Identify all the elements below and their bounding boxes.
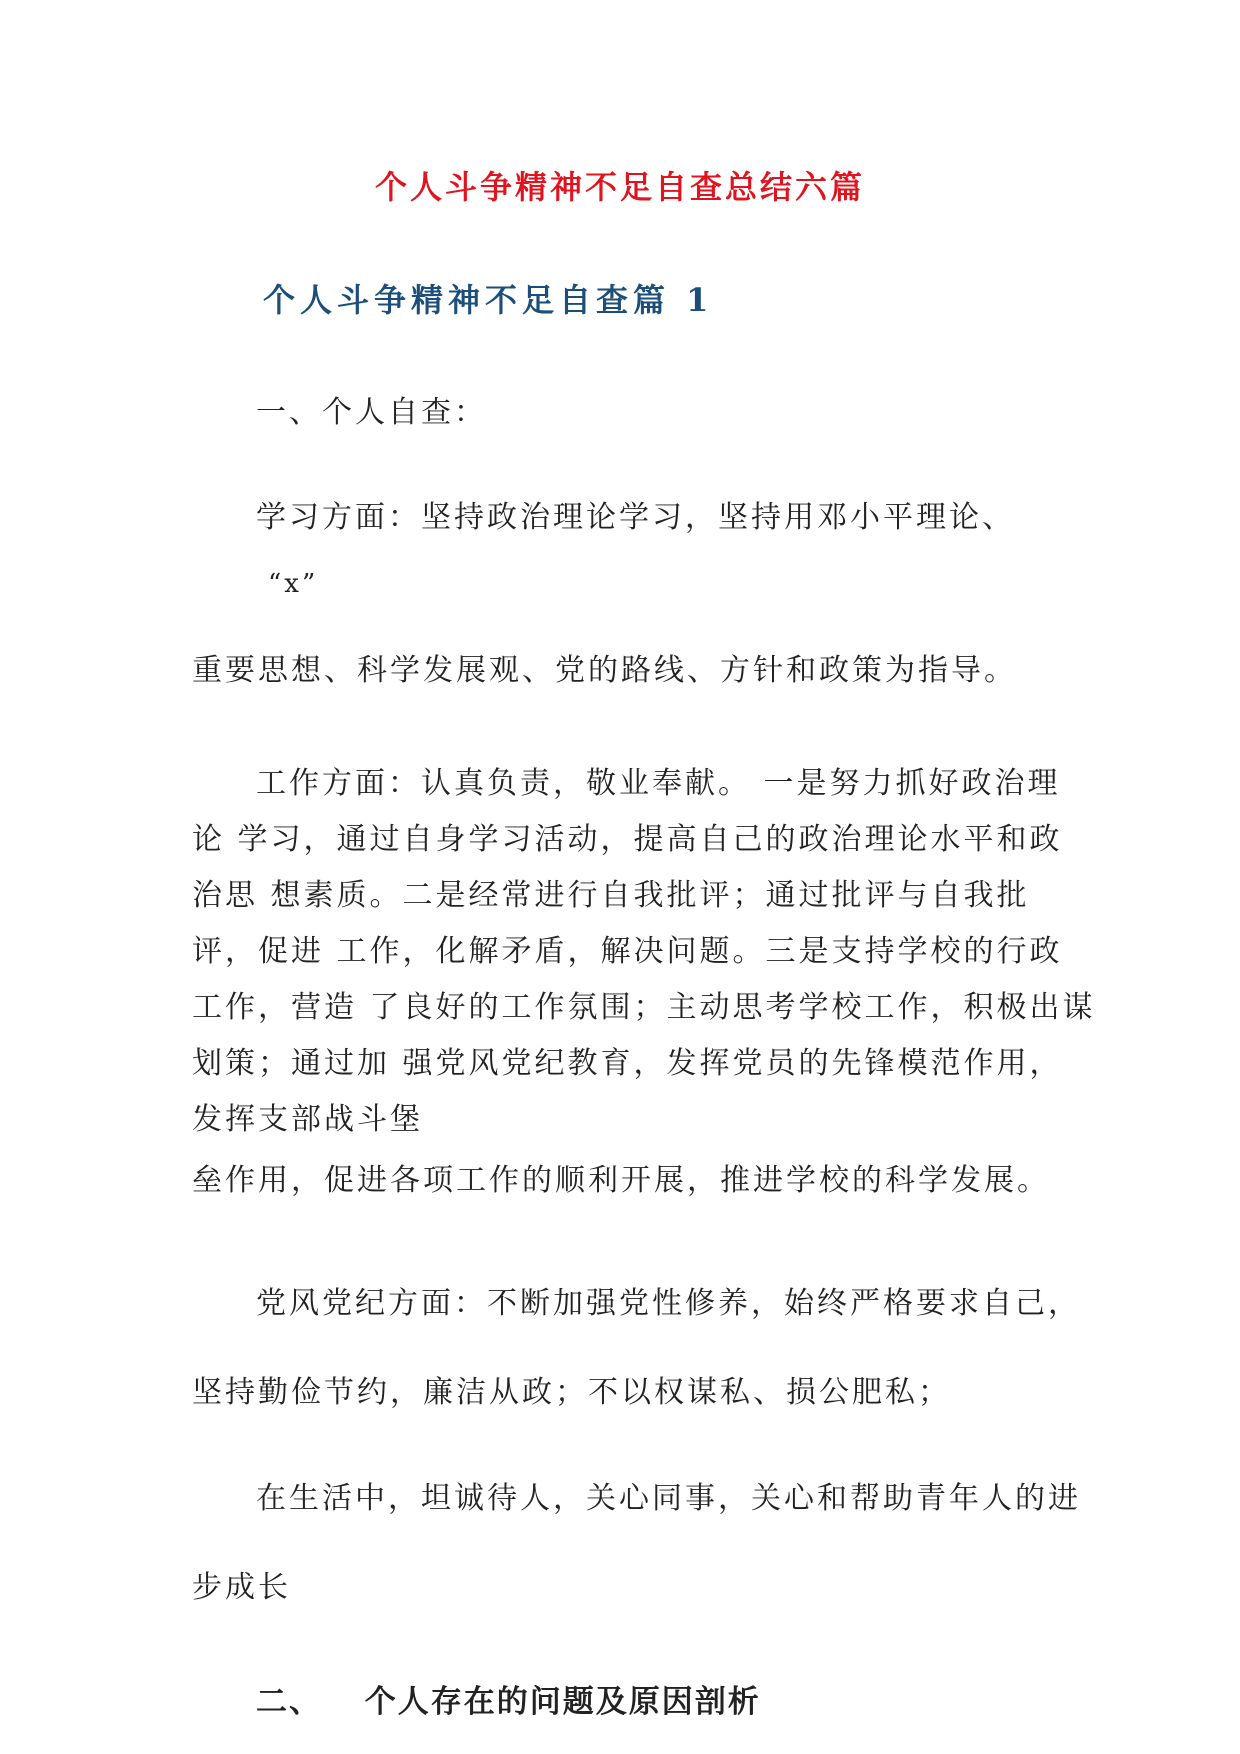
section-title: 个人斗争精神不足自查篇 1 bbox=[263, 281, 714, 319]
work-row: 划策；通过加 强党风党纪教育，发挥党员的先锋模范作用， bbox=[192, 1046, 1063, 1081]
work-row: 评，促进 工作，化解矛盾，解决问题。三是支持学校的行政 bbox=[192, 934, 1063, 969]
discipline-line-2: 坚持勤俭节约，廉洁从政；不以权谋私、损公肥私； bbox=[192, 1375, 951, 1410]
document-title: 个人斗争精神不足自查总结六篇 bbox=[374, 168, 865, 206]
discipline-line-1: 党风党纪方面：不断加强党性修养，始终严格要求自己， bbox=[256, 1286, 1081, 1321]
heading-text: 个人存在的问题及原因剖析 bbox=[364, 1684, 761, 1720]
work-row: 发挥支部战斗堡 bbox=[192, 1102, 423, 1137]
life-line-2: 步成长 bbox=[192, 1570, 291, 1605]
study-line-2: 重要思想、科学发展观、党的路线、方针和政策为指导。 bbox=[192, 653, 1017, 688]
work-tail-line: 垒作用，促进各项工作的顺利开展，推进学校的科学发展。 bbox=[192, 1163, 1050, 1198]
work-row: 工作方面：认真负责，敬业奉献。 一是努力抓好政治理 bbox=[256, 766, 1061, 801]
work-row: 工作，营造 了良好的工作氛围；主动思考学校工作，积极出谋 bbox=[192, 990, 1096, 1025]
work-row: 论 学习，通过自身学习活动，提高自己的政治理论水平和政 bbox=[192, 822, 1063, 857]
work-row: 治思 想素质。二是经常进行自我批评；通过批评与自我批 bbox=[192, 878, 1030, 913]
heading-personal-check: 一、个人自查： bbox=[256, 395, 487, 430]
work-paragraph bbox=[192, 756, 1096, 1148]
heading-problems-analysis bbox=[256, 1676, 761, 1721]
study-line-1: 学习方面：坚持政治理论学习，坚持用邓小平理论、 bbox=[256, 500, 1015, 535]
life-line-1: 在生活中，坦诚待人，关心同事，关心和帮助青年人的进 bbox=[256, 1481, 1081, 1516]
heading-number: 二、 bbox=[256, 1684, 322, 1720]
study-quote: “x” bbox=[268, 569, 319, 599]
